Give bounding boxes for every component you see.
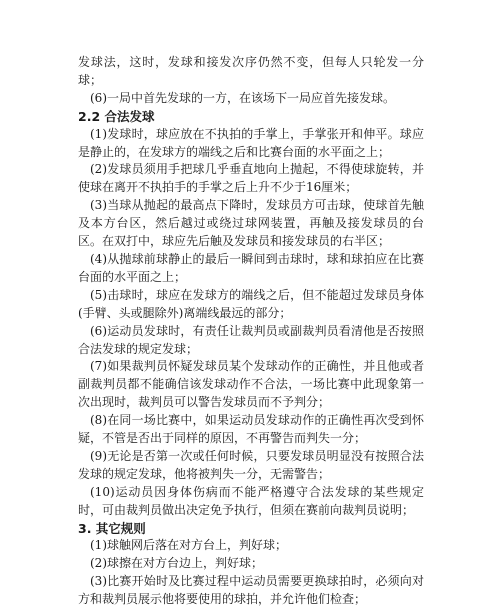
paragraph: 发球法，这时，发球和接发次序仍然不变，但每人只轮发一分球； — [78, 55, 424, 87]
paragraph: (2)球擦在对方台边上，判好球； — [90, 556, 263, 571]
paragraph: (4)从抛球前球静止的最后一瞬间到击球时，球和球拍应在比赛台面的水平面之上； — [78, 251, 424, 284]
section-heading: 2.2 合法发球 — [78, 108, 155, 124]
paragraph: (2)发球员须用手把球几乎垂直地向上抛起，不得使球旋转，并使球在离开不执拍手的手掌之后上升不少于16厘米； — [78, 162, 424, 195]
paragraph: (9)无论是否第一次或任何时候，只要发球员明显没有按照合法发球的规定发球，他将被判失一分，无需警告； — [78, 448, 424, 481]
paragraph: (6)一局中首先发球的一方，在该场下一局应首先接发球。 — [90, 90, 396, 105]
paragraph: (6)运动员发球时，有责任让裁判员或副裁判员看清他是否按照合法发球的规定发球； — [78, 323, 424, 356]
paragraph: (3)当球从抛起的最高点下降时，发球员方可击球，使球首先触及本方台区，然后越过或绕过球网装置，再触及接发球员的台区。在双打中，球应先后触及发球员和接发球员的右半区； — [78, 198, 424, 249]
paragraph: (1)发球时，球应放在不执拍的手掌上，手掌张开和伸平。球应是静止的，在发球方的端线之后和比赛台面的水平面之上； — [78, 126, 424, 159]
paragraph: (7)如果裁判员怀疑发球员某个发球动作的正确性，并且他或者副裁判员都不能确信该发球动作不合法，一场比赛中此现象第一次出现时，裁判员可以警告发球员而不予判分； — [78, 359, 424, 410]
section-heading: 3. 其它规则 — [78, 520, 146, 536]
paragraph: (5)击球时，球应在发球方的端线之后，但不能超过发球员身体(手臂、头或腿除外)离端线最远的部分； — [78, 287, 424, 320]
paragraph: (1)球触网后落在对方台上，判好球； — [90, 538, 287, 553]
paragraph: (10)运动员因身体伤病而不能严格遵守合法发球的某些规定时，可由裁判员做出决定免予执行，但须在赛前向裁判员说明； — [78, 484, 424, 517]
document-page — [78, 54, 424, 609]
paragraph: (3)比赛开始时及比赛过程中运动员需要更换球拍时，必须向对方和裁判员展示他将要使用的球拍，并允许他们检查； — [78, 574, 424, 607]
paragraph: (8)在同一场比赛中，如果运动员发球动作的正确性再次受到怀疑，不管是否出于同样的原因，不再警告而判失一分； — [78, 413, 424, 446]
